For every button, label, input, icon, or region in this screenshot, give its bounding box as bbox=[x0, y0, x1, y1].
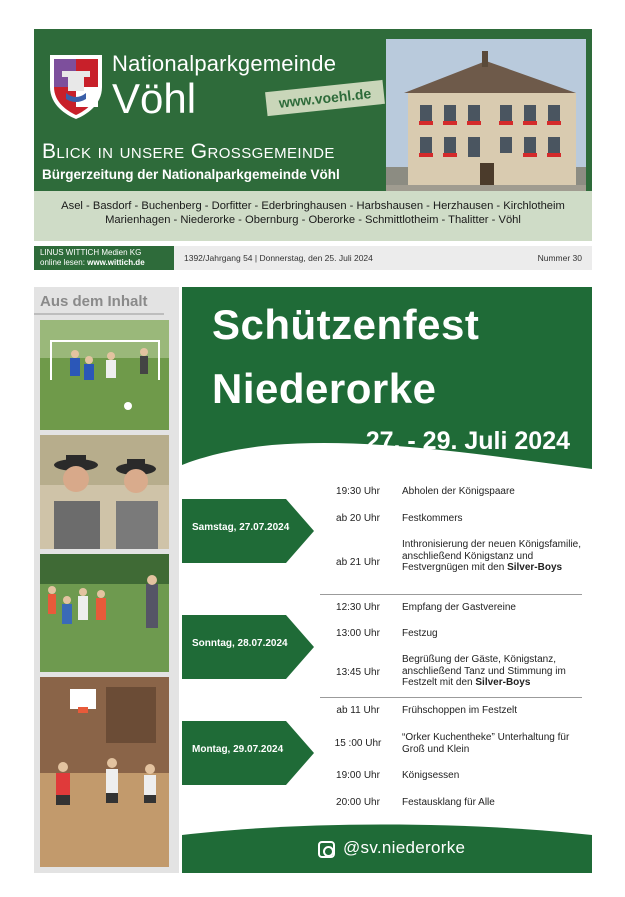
sidebar-rule bbox=[34, 313, 164, 315]
issue-number: Nummer 30 bbox=[537, 253, 582, 263]
row-event: Festausklang für Alle bbox=[402, 797, 495, 808]
row-time: 19:00 Uhr bbox=[336, 770, 380, 781]
masthead-tagline: Bürgerzeitung der Nationalparkgemeinde Vöhl bbox=[42, 167, 340, 182]
royal-couple-photo bbox=[40, 435, 169, 549]
villages-line-1: Asel - Basdorf - Buchenberg - Dorfitter - Ederbringhausen - Harbshausen - Herzhausen - Kirchlotheim bbox=[61, 200, 565, 212]
row-event: “Orker Kuchentheke” Unterhaltung für Groß und Klein bbox=[402, 732, 570, 755]
day-label-monday: Montag, 29.07.2024 bbox=[192, 744, 284, 755]
issue-bar bbox=[174, 246, 592, 270]
row-event: Königsessen bbox=[402, 770, 460, 781]
online-url-link[interactable]: www.wittich.de bbox=[87, 258, 145, 267]
row-event-text: Inthronisierung der neuen Königsfamilie, anschließend Königstanz und Festvergnügen mit den bbox=[402, 539, 581, 573]
row-event: Empfang der Gastvereine bbox=[402, 602, 516, 613]
masthead-title-big: Vöhl bbox=[112, 75, 197, 122]
event-poster bbox=[182, 287, 592, 873]
day-label-sunday: Sonntag, 28.07.2024 bbox=[192, 638, 288, 649]
kids-playing-photo bbox=[40, 554, 169, 672]
masthead bbox=[34, 29, 592, 241]
online-label: online lesen: bbox=[40, 258, 85, 267]
sidebar bbox=[34, 287, 179, 873]
row-event: Frühschoppen im Festzelt bbox=[402, 705, 518, 716]
day-label-saturday: Samstag, 27.07.2024 bbox=[192, 522, 290, 533]
coat-of-arms-icon bbox=[46, 49, 106, 121]
row-time: 19:30 Uhr bbox=[336, 486, 380, 497]
row-event-text: Begrüßung der Gäste, Königstanz, anschließend Tanz und Stimmung im Festzelt mit den bbox=[402, 654, 566, 688]
publisher-box bbox=[34, 246, 174, 270]
sidebar-title: Aus dem Inhalt bbox=[40, 293, 148, 310]
town-hall-photo bbox=[386, 39, 586, 203]
villages-line-2: Marienhagen - Niederorke - Obernburg - Oberorke - Schmittlotheim - Thalitter - Vöhl bbox=[105, 214, 521, 226]
poster-title-line-2: Niederorke bbox=[212, 365, 437, 412]
row-time: ab 21 Uhr bbox=[336, 557, 380, 568]
poster-title-line-1: Schützenfest bbox=[212, 301, 480, 348]
row-time: 15 :00 Uhr bbox=[334, 738, 382, 749]
day-label-wrap bbox=[182, 499, 314, 563]
row-event-bold: Silver-Boys bbox=[507, 562, 563, 573]
masthead-subtitle: Blick in unsere Grossgemeinde bbox=[42, 140, 335, 163]
day-label-wrap bbox=[182, 615, 314, 679]
row-time: 20:00 Uhr bbox=[336, 797, 380, 808]
masthead-title-small: Nationalparkgemeinde bbox=[112, 51, 337, 76]
row-time: 12:30 Uhr bbox=[336, 602, 380, 613]
row-event: Festzug bbox=[402, 628, 438, 639]
online-read bbox=[40, 258, 174, 268]
day-label-wrap bbox=[182, 721, 314, 785]
day-divider bbox=[320, 594, 582, 595]
info-bar bbox=[34, 246, 592, 270]
website-link[interactable]: www.voehl.de bbox=[265, 80, 385, 116]
villages-list bbox=[34, 199, 592, 227]
row-event bbox=[402, 654, 582, 689]
row-event: Festkommers bbox=[402, 513, 463, 524]
row-time: 13:00 Uhr bbox=[336, 628, 380, 639]
row-event-bold: Silver-Boys bbox=[475, 677, 531, 688]
instagram-icon bbox=[318, 841, 335, 858]
issue-info: 1392/Jahrgang 54 | Donnerstag, den 25. Juli 2024 bbox=[184, 253, 373, 263]
row-event bbox=[402, 539, 582, 574]
row-event: Abholen der Königspaare bbox=[402, 486, 515, 497]
publisher-name: LINUS WITTICH Medien KG bbox=[40, 248, 142, 257]
day-divider bbox=[320, 697, 582, 698]
poster-dates: 27. - 29. Juli 2024 bbox=[365, 427, 570, 455]
row-time: ab 11 Uhr bbox=[336, 705, 380, 716]
row-time: ab 20 Uhr bbox=[336, 513, 380, 524]
football-photo bbox=[40, 320, 169, 430]
instagram-handle-link[interactable]: @sv.niederorke bbox=[343, 838, 466, 857]
row-time: 13:45 Uhr bbox=[336, 667, 380, 678]
gym-kids-photo bbox=[40, 677, 169, 867]
